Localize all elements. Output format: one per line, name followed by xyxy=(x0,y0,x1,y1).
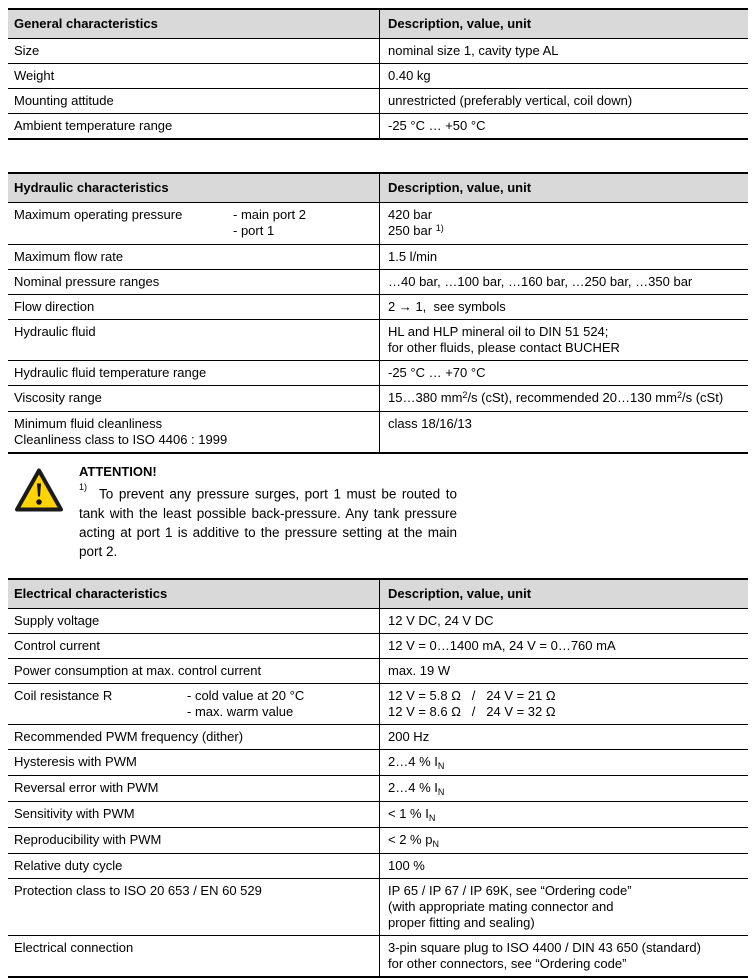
table-row xyxy=(8,202,748,244)
characteristic-cell: Flow direction xyxy=(8,295,380,319)
table-row xyxy=(8,724,748,749)
value-cell: 2 → 1, see symbols xyxy=(388,299,506,314)
general-characteristics-table xyxy=(8,8,748,140)
table-row xyxy=(8,411,748,452)
characteristic-cell: Hysteresis with PWM xyxy=(8,750,380,775)
datasheet-page xyxy=(0,8,754,971)
characteristic-sub-items: - main port 2 - port 1 xyxy=(233,207,306,238)
value-cell: < 1 % $I_N$ xyxy=(388,805,436,823)
table-row xyxy=(8,683,748,724)
table-header-row xyxy=(8,10,748,38)
characteristic-cell: Size xyxy=(8,39,380,63)
characteristic-cell: Coil resistance R - cold value at 20 °C - max. warm value xyxy=(8,684,380,724)
table-row xyxy=(8,319,748,360)
characteristic-cell: Viscosity range xyxy=(8,386,380,411)
table-row xyxy=(8,244,748,269)
characteristic-cell: Control current xyxy=(8,634,380,658)
characteristic-sub-items: - cold value at 20 °C - max. warm value xyxy=(187,687,305,719)
characteristic-cell: Reproducibility with PWM xyxy=(8,828,380,853)
value-cell: 12 V DC, 24 V DC xyxy=(388,612,494,628)
characteristic-cell: Electrical connection xyxy=(8,936,380,976)
value-cell: …40 bar, …100 bar, …160 bar, …250 bar, …350 bar xyxy=(388,274,693,289)
value-cell: 3-pin square plug to ISO 4400 / DIN 43 650 (standard) for other connectors, see “Ordering code” xyxy=(388,939,701,971)
value-cell: 0.40 kg xyxy=(388,68,431,83)
characteristic-cell: Relative duty cycle xyxy=(8,854,380,878)
characteristic-cell: Reversal error with PWM xyxy=(8,776,380,801)
value-header-cell: Description, value, unit xyxy=(388,585,532,601)
value-cell: 420 bar 250 bar $^{1)}$ xyxy=(388,207,444,238)
characteristic-cell: Weight xyxy=(8,64,380,88)
value-cell: nominal size 1, cavity type AL xyxy=(388,43,559,58)
characteristic-cell: Maximum operating pressure - main port 2 - port 1 xyxy=(8,203,380,244)
table-row xyxy=(8,63,748,88)
attention-text-block xyxy=(79,463,457,561)
characteristic-cell: Supply voltage xyxy=(8,609,380,633)
warning-triangle-icon xyxy=(14,467,64,516)
characteristic-cell: Hydraulic fluid xyxy=(8,320,380,360)
table-row xyxy=(8,113,748,138)
characteristic-cell: Sensitivity with PWM xyxy=(8,802,380,827)
value-cell: 2…4 % $I_N$ xyxy=(388,753,445,771)
attention-title: ATTENTION! xyxy=(79,464,157,479)
attention-footnote-marker: 1) xyxy=(79,482,88,492)
table-row xyxy=(8,853,748,878)
table-row xyxy=(8,749,748,775)
table-title-cell: Hydraulic characteristics xyxy=(8,174,380,202)
table-header-row xyxy=(8,174,748,202)
value-cell: 15…380 $mm^2/s$ (cSt), recommended 20…130 $mm^2/s$ (cSt) xyxy=(388,390,724,405)
characteristic-cell: Nominal pressure ranges xyxy=(8,270,380,294)
table-row xyxy=(8,385,748,411)
table-row xyxy=(8,801,748,827)
table-row xyxy=(8,608,748,633)
characteristic-cell: Power consumption at max. control current xyxy=(8,659,380,683)
attention-body xyxy=(79,481,457,561)
value-cell: class 18/16/13 xyxy=(388,416,472,431)
attention-body-text: To prevent any pressure surges, port 1 must be routed to tank with the least possible back-pressure. Any tank pressure acting at port 1 is additive to the pressure setting at the main port 2. xyxy=(79,486,457,559)
value-header-cell: Description, value, unit xyxy=(388,16,532,31)
characteristic-cell: Maximum flow rate xyxy=(8,245,380,269)
table-row xyxy=(8,878,748,935)
table-row xyxy=(8,269,748,294)
table-row xyxy=(8,935,748,976)
value-cell: 2…4 % $I_N$ xyxy=(388,779,445,797)
value-cell: 12 V = 0…1400 mA, 24 V = 0…760 mA xyxy=(388,637,616,653)
attention-note xyxy=(14,463,484,561)
hydraulic-characteristics-table xyxy=(8,172,748,454)
table-row xyxy=(8,88,748,113)
characteristic-cell: Protection class to ISO 20 653 / EN 60 529 xyxy=(8,879,380,935)
value-cell: 1.5 l/min xyxy=(388,249,438,264)
value-cell: max. 19 W xyxy=(388,662,451,678)
value-cell: < 2 % $p_N$ xyxy=(388,831,439,849)
table-title-cell: Electrical characteristics xyxy=(8,580,380,608)
table-row xyxy=(8,360,748,385)
table-row xyxy=(8,633,748,658)
value-cell: IP 65 / IP 67 / IP 69K, see “Ordering code” (with appropriate mating connector and proper fitting and sealing) xyxy=(388,882,632,930)
value-header-cell: Description, value, unit xyxy=(388,180,532,195)
characteristic-cell: Minimum fluid cleanliness Cleanliness class to ISO 4406 : 1999 xyxy=(8,412,380,452)
characteristic-cell: Recommended PWM frequency (dither) xyxy=(8,725,380,749)
table-row xyxy=(8,38,748,63)
table-header-row xyxy=(8,580,748,608)
characteristic-cell: Ambient temperature range xyxy=(8,114,380,138)
value-cell: 100 % xyxy=(388,857,425,873)
value-cell: unrestricted (preferably vertical, coil down) xyxy=(388,93,633,108)
characteristic-cell: Mounting attitude xyxy=(8,89,380,113)
value-cell: HL and HLP mineral oil to DIN 51 524; for other fluids, please contact BUCHER xyxy=(388,324,620,355)
characteristic-cell: Hydraulic fluid temperature range xyxy=(8,361,380,385)
table-row xyxy=(8,827,748,853)
table-row xyxy=(8,294,748,319)
value-cell: -25 °C … +50 °C xyxy=(388,118,486,133)
table-row xyxy=(8,658,748,683)
value-cell: -25 °C … +70 °C xyxy=(388,365,486,380)
table-row xyxy=(8,775,748,801)
table-title-cell: General characteristics xyxy=(8,10,380,38)
electrical-characteristics-table xyxy=(8,578,748,978)
value-cell: 12 V = 5.8 Ω / 24 V = 21 Ω 12 V = 8.6 Ω / 24 V = 32 Ω xyxy=(388,687,556,719)
value-cell: 200 Hz xyxy=(388,728,430,744)
